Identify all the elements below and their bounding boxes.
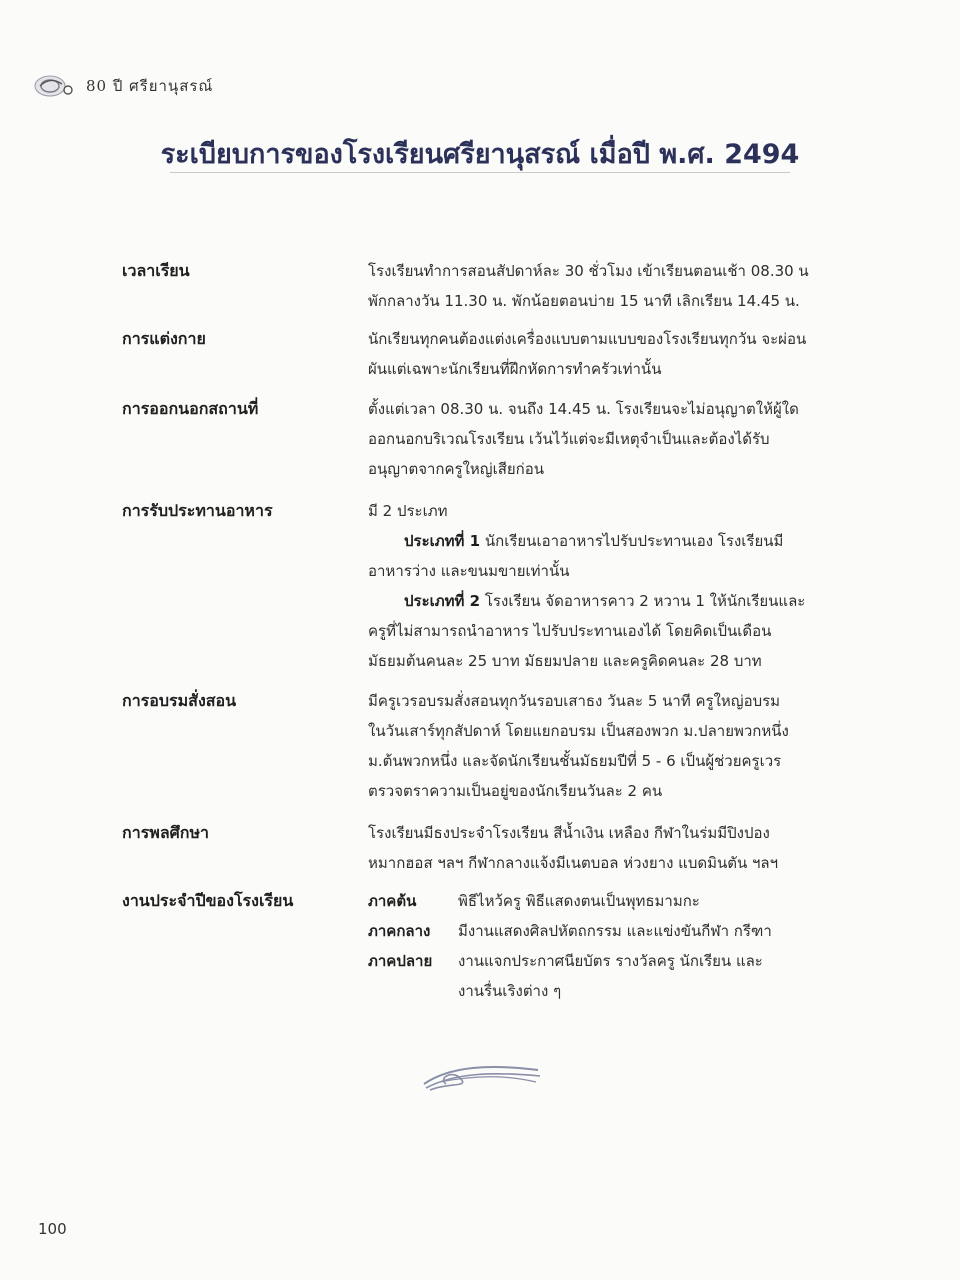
section-content <box>368 496 860 676</box>
meal-type-1 <box>368 526 860 556</box>
section-label: เวลาเรียน <box>122 261 190 280</box>
section-label: งานประจำปีของโรงเรียน <box>122 891 294 910</box>
meal-type-1-title: ประเภทที่ 1 <box>404 532 481 550</box>
meal-type-2-title: ประเภทที่ 2 <box>404 592 481 610</box>
text-line: พักกลางวัน 11.30 น. พักน้อยตอนบ่าย 15 นาที เลิกเรียน 14.45 น. <box>368 292 800 310</box>
section-content <box>368 394 860 484</box>
text-line: มีครูเวรอบรมสั่งสอนทุกวันรอบเสาธง วันละ 5 นาที ครูใหญ่อบรม <box>368 692 781 710</box>
text-line: โรงเรียนทำการสอนสัปดาห์ละ 30 ชั่วโมง เข้าเรียนตอนเช้า 08.30 น <box>368 262 809 280</box>
section-label: การรับประทานอาหาร <box>122 501 273 520</box>
term-description: งานแจกประกาศนียบัตร รางวัลครู นักเรียน และ <box>458 952 763 970</box>
text-line: ครูที่ไม่สามารถนำอาหาร ไปรับประทานเองได้ โดยคิดเป็นเดือน <box>368 622 772 640</box>
section-content <box>368 886 860 1006</box>
term-description: งานรื่นเริงต่าง ๆ <box>458 982 562 1000</box>
text-line: ม.ต้นพวกหนึ่ง และจัดนักเรียนชั้นมัธยมปีที่ 5 - 6 เป็นผู้ช่วยครูเวร <box>368 752 782 770</box>
term-spacer <box>368 976 458 1006</box>
text-line: นักเรียนเอาอาหารไปรับประทานเอง โรงเรียนมี <box>484 532 784 550</box>
text-line: ในวันเสาร์ทุกสัปดาห์ โดยแยกอบรม เป็นสองพวก ม.ปลายพวกหนึ่ง <box>368 722 789 740</box>
term-row <box>368 976 860 1006</box>
section-content <box>368 324 860 384</box>
term-label: ภาคต้น <box>368 892 417 910</box>
term-description: มีงานแสดงศิลปหัตถกรรม และแข่งขันกีฬา กรีฑา <box>458 922 772 940</box>
section-label: การพลศึกษา <box>122 823 209 842</box>
page-title: ระเบียบการของโรงเรียนศรียานุสรณ์ เมื่อปี พ.ศ. 2494 <box>160 139 800 170</box>
page-number: 100 <box>38 1220 67 1238</box>
text-line: ตรวจตราความเป็นอยู่ของนักเรียนวันละ 2 คน <box>368 782 663 800</box>
section-label: การออกนอกสถานที่ <box>122 399 259 418</box>
flourish-ornament-icon <box>420 1060 544 1094</box>
text-line: หมากฮอส ฯลฯ กีฬากลางแจ้งมีเนตบอล ห่วงยาง แบดมินตัน ฯลฯ <box>368 854 779 872</box>
text-line: มัธยมต้นคนละ 25 บาท มัธยมปลาย และครูคิดคนละ 28 บาท <box>368 652 762 670</box>
text-line: ผันแต่เฉพาะนักเรียนที่ฝึกหัดการทำครัวเท่านั้น <box>368 360 662 378</box>
school-emblem-icon <box>32 72 80 100</box>
term-row <box>368 916 860 946</box>
section-content <box>368 818 860 878</box>
title-divider <box>170 172 790 173</box>
text-line: อนุญาตจากครูใหญ่เสียก่อน <box>368 460 545 478</box>
section-label: การอบรมสั่งสอน <box>122 691 237 710</box>
section-content <box>368 256 860 316</box>
text-line: อาหารว่าง และขนมขายเท่านั้น <box>368 562 570 580</box>
term-description: พิธีไหว้ครู พิธีแสดงตนเป็นพุทธมามกะ <box>458 892 700 910</box>
term-label: ภาคปลาย <box>368 952 433 970</box>
section-label: การแต่งกาย <box>122 329 206 348</box>
header-title: 80 ปี ศรียานุสรณ์ <box>86 77 214 95</box>
text-line: นักเรียนทุกคนต้องแต่งเครื่องแบบตามแบบของโรงเรียนทุกวัน จะผ่อน <box>368 330 807 348</box>
text-line: มี 2 ประเภท <box>368 502 448 520</box>
term-row <box>368 946 860 976</box>
term-row <box>368 886 860 916</box>
term-label: ภาคกลาง <box>368 922 431 940</box>
text-line: โรงเรียนมีธงประจำโรงเรียน สีน้ำเงิน เหลือง กีฬาในร่มมีปิงปอง <box>368 824 770 842</box>
text-line: ตั้งแต่เวลา 08.30 น. จนถึง 14.45 น. โรงเรียนจะไม่อนุญาตให้ผู้ใด <box>368 400 799 418</box>
page-header <box>32 72 213 100</box>
meal-type-2 <box>368 586 860 616</box>
text-line: โรงเรียน จัดอาหารคาว 2 หวาน 1 ให้นักเรียนและ <box>484 592 806 610</box>
section-content <box>368 686 860 806</box>
text-line: ออกนอกบริเวณโรงเรียน เว้นไว้แต่จะมีเหตุจำเป็นและต้องได้รับ <box>368 430 770 448</box>
